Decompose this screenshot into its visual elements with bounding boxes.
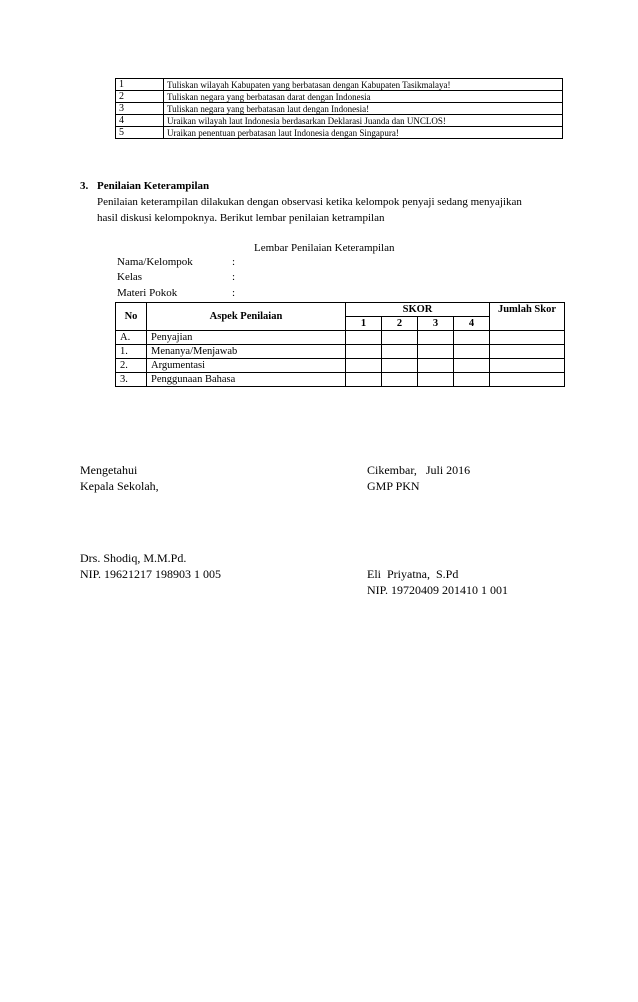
question-row	[116, 115, 563, 127]
field-materi-label: Materi Pokok	[117, 287, 178, 299]
header-score-3: 3	[418, 317, 454, 331]
score-row	[116, 373, 565, 387]
question-text: Uraikan wilayah laut Indonesia berdasarkan Deklarasi Juanda dan UNCLOS!	[164, 115, 563, 127]
jumlah-cell	[490, 331, 565, 345]
score-cell	[382, 331, 418, 345]
score-cell	[454, 359, 490, 373]
sig-right-line1: Cikembar, Juli 2016	[367, 463, 471, 477]
jumlah-cell	[490, 373, 565, 387]
question-table	[115, 78, 563, 139]
jumlah-cell	[490, 345, 565, 359]
field-kelas-label: Kelas	[117, 271, 143, 283]
score-cell	[454, 345, 490, 359]
score-cell	[382, 359, 418, 373]
score-cell	[418, 345, 454, 359]
field-nama-colon: :	[232, 256, 236, 268]
sig-right-line2: GMP PKN	[367, 479, 420, 493]
field-nama-label: Nama/Kelompok	[117, 256, 193, 268]
sig-left-name: Drs. Shodiq, M.M.Pd.	[80, 551, 187, 565]
question-number: 1	[116, 79, 164, 91]
question-row	[116, 103, 563, 115]
score-row	[116, 359, 565, 373]
score-cell	[346, 359, 382, 373]
section-paragraph-line1: Penilaian keterampilan dilakukan dengan observasi ketika kelompok penyaji sedang menyajikan	[97, 196, 522, 208]
question-table-body	[116, 79, 563, 139]
question-row	[116, 127, 563, 139]
question-row	[116, 91, 563, 103]
score-row-no: A.	[116, 331, 147, 345]
score-cell	[418, 359, 454, 373]
score-cell	[454, 331, 490, 345]
header-score-1: 1	[346, 317, 382, 331]
score-header-row	[116, 303, 565, 317]
header-jumlah: Jumlah Skor	[490, 303, 565, 331]
score-row-no: 3.	[116, 373, 147, 387]
score-row	[116, 345, 565, 359]
sig-left-line1: Mengetahui	[80, 463, 138, 477]
sig-right-name: Eli Priyatna, S.Pd	[367, 567, 459, 581]
score-table-body	[116, 303, 565, 387]
sig-right-nip: NIP. 19720409 201410 1 001	[367, 583, 509, 597]
question-number: 4	[116, 115, 164, 127]
score-cell	[346, 345, 382, 359]
score-row-aspek: Penyajian	[147, 331, 346, 345]
score-cell	[382, 373, 418, 387]
sheet-title: Lembar Penilaian Keterampilan	[254, 242, 395, 254]
score-row-no: 1.	[116, 345, 147, 359]
score-cell	[418, 373, 454, 387]
question-number: 5	[116, 127, 164, 139]
header-no: No	[116, 303, 147, 331]
score-cell	[382, 345, 418, 359]
header-aspek: Aspek Penilaian	[147, 303, 346, 331]
header-score-4: 4	[454, 317, 490, 331]
question-number: 3	[116, 103, 164, 115]
header-skor: SKOR	[346, 303, 490, 317]
section-title: Penilaian Keterampilan	[97, 180, 210, 192]
section-paragraph-line2: hasil diskusi kelompoknya. Berikut lembar penilaian ketrampilan	[97, 212, 385, 224]
sig-left-line2: Kepala Sekolah,	[80, 479, 159, 493]
score-table	[115, 302, 565, 387]
score-cell	[346, 331, 382, 345]
sig-left-nip: NIP. 19621217 198903 1 005	[80, 567, 222, 581]
section-number: 3.	[80, 180, 89, 192]
score-row-aspek: Argumentasi	[147, 359, 346, 373]
question-text: Tuliskan negara yang berbatasan darat dengan Indonesia	[164, 91, 563, 103]
field-materi-colon: :	[232, 287, 236, 299]
question-text: Uraikan penentuan perbatasan laut Indonesia dengan Singapura!	[164, 127, 563, 139]
question-text: Tuliskan wilayah Kabupaten yang berbatasan dengan Kabupaten Tasikmalaya!	[164, 79, 563, 91]
score-cell	[418, 331, 454, 345]
score-row-aspek: Penggunaan Bahasa	[147, 373, 346, 387]
jumlah-cell	[490, 359, 565, 373]
question-text: Tuliskan negara yang berbatasan laut dengan Indonesia!	[164, 103, 563, 115]
score-row-aspek: Menanya/Menjawab	[147, 345, 346, 359]
score-cell	[346, 373, 382, 387]
score-row-no: 2.	[116, 359, 147, 373]
field-kelas-colon: :	[232, 271, 236, 283]
score-row	[116, 331, 565, 345]
question-row	[116, 79, 563, 91]
header-score-2: 2	[382, 317, 418, 331]
score-cell	[454, 373, 490, 387]
question-number: 2	[116, 91, 164, 103]
